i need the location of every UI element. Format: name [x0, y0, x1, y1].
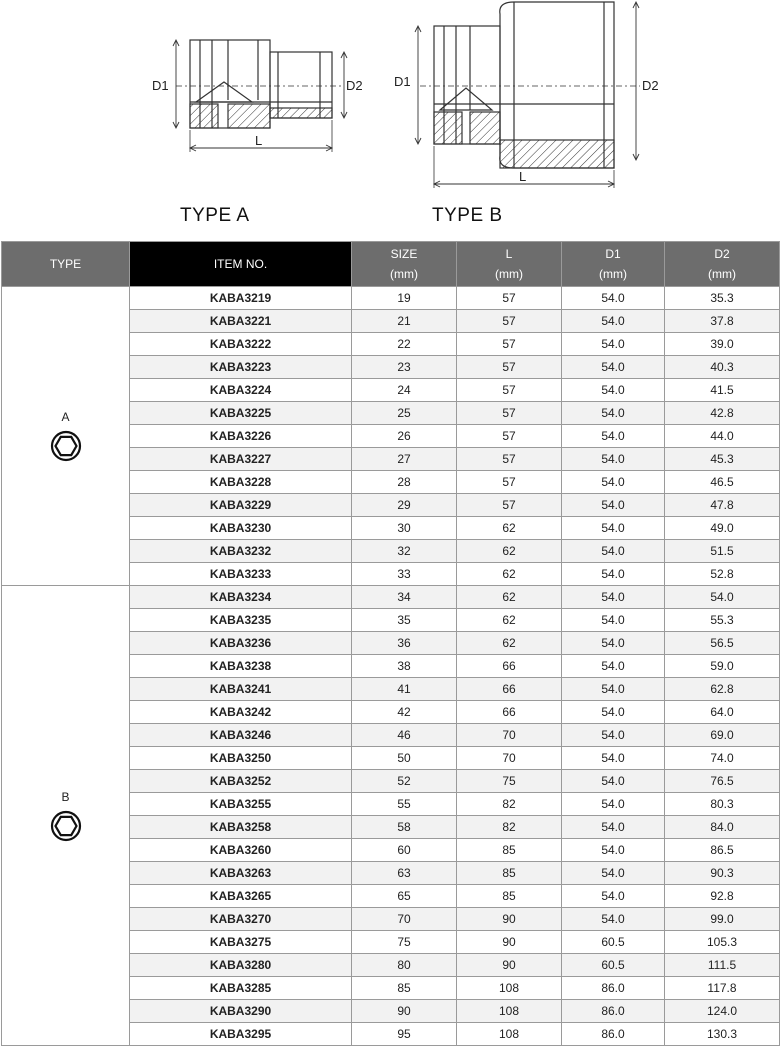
cell-d2: 49.0 — [665, 517, 780, 540]
cell-d2: 45.3 — [665, 448, 780, 471]
cell-l: 108 — [457, 1000, 562, 1023]
cell-d2: 59.0 — [665, 655, 780, 678]
type-a-l-label: L — [255, 133, 263, 148]
cell-d1: 54.0 — [562, 747, 665, 770]
cell-d2: 55.3 — [665, 609, 780, 632]
cell-item-no: KABA3235 — [130, 609, 352, 632]
cell-l: 62 — [457, 540, 562, 563]
cell-d2: 52.8 — [665, 563, 780, 586]
cell-size: 80 — [352, 954, 457, 977]
cell-item-no: KABA3255 — [130, 793, 352, 816]
specification-table — [1, 241, 780, 1046]
type-label: A — [61, 410, 70, 424]
cell-l: 85 — [457, 885, 562, 908]
cell-l: 57 — [457, 425, 562, 448]
header-l: L (mm) — [457, 242, 562, 287]
cell-d2: 51.5 — [665, 540, 780, 563]
cell-l: 62 — [457, 563, 562, 586]
cell-item-no: KABA3242 — [130, 701, 352, 724]
cell-item-no: KABA3265 — [130, 885, 352, 908]
cell-l: 57 — [457, 402, 562, 425]
hexagon-icon — [50, 430, 82, 462]
cell-d1: 54.0 — [562, 701, 665, 724]
cell-l: 57 — [457, 356, 562, 379]
cell-d2: 47.8 — [665, 494, 780, 517]
cell-d2: 86.5 — [665, 839, 780, 862]
cell-d1: 54.0 — [562, 839, 665, 862]
type-label: B — [61, 789, 70, 804]
cell-size: 90 — [352, 1000, 457, 1023]
cell-item-no: KABA3219 — [130, 287, 352, 310]
cell-d1: 54.0 — [562, 563, 665, 586]
cell-d1: 54.0 — [562, 333, 665, 356]
header-d2: D2 (mm) — [665, 242, 780, 287]
cell-size: 95 — [352, 1023, 457, 1046]
cell-l: 57 — [457, 471, 562, 494]
cell-l: 57 — [457, 448, 562, 471]
cell-l: 62 — [457, 517, 562, 540]
cell-item-no: KABA3238 — [130, 655, 352, 678]
cell-size: 52 — [352, 770, 457, 793]
type-cell-b — [2, 586, 130, 1046]
cell-size: 42 — [352, 701, 457, 724]
header-type: TYPE — [2, 242, 130, 287]
header-d1: D1 (mm) — [562, 242, 665, 287]
cell-d1: 54.0 — [562, 724, 665, 747]
cell-item-no: KABA3229 — [130, 494, 352, 517]
cell-item-no: KABA3290 — [130, 1000, 352, 1023]
cell-size: 23 — [352, 356, 457, 379]
cell-l: 66 — [457, 655, 562, 678]
table-header-row — [2, 242, 780, 287]
cell-size: 27 — [352, 448, 457, 471]
cell-d2: 40.3 — [665, 356, 780, 379]
cell-size: 32 — [352, 540, 457, 563]
cell-item-no: KABA3236 — [130, 632, 352, 655]
cell-size: 22 — [352, 333, 457, 356]
cell-size: 38 — [352, 655, 457, 678]
cell-l: 108 — [457, 1023, 562, 1046]
cell-d2: 111.5 — [665, 954, 780, 977]
cell-l: 57 — [457, 379, 562, 402]
type-a-d1-label: D1 — [152, 78, 169, 93]
cell-item-no: KABA3233 — [130, 563, 352, 586]
socket-diagrams — [0, 0, 780, 240]
header-size: SIZE (mm) — [352, 242, 457, 287]
cell-d1: 54.0 — [562, 908, 665, 931]
cell-d1: 54.0 — [562, 379, 665, 402]
cell-l: 66 — [457, 678, 562, 701]
cell-l: 82 — [457, 793, 562, 816]
cell-l: 62 — [457, 609, 562, 632]
cell-item-no: KABA3230 — [130, 517, 352, 540]
cell-d2: 74.0 — [665, 747, 780, 770]
type-b-drawing — [415, 2, 640, 188]
cell-d1: 54.0 — [562, 609, 665, 632]
cell-size: 55 — [352, 793, 457, 816]
cell-d2: 41.5 — [665, 379, 780, 402]
cell-size: 33 — [352, 563, 457, 586]
cell-d1: 54.0 — [562, 770, 665, 793]
cell-l: 85 — [457, 839, 562, 862]
cell-l: 82 — [457, 816, 562, 839]
cell-d1: 54.0 — [562, 862, 665, 885]
cell-d2: 69.0 — [665, 724, 780, 747]
cell-d1: 54.0 — [562, 471, 665, 494]
cell-item-no: KABA3241 — [130, 678, 352, 701]
cell-item-no: KABA3285 — [130, 977, 352, 1000]
cell-size: 50 — [352, 747, 457, 770]
cell-d2: 99.0 — [665, 908, 780, 931]
cell-item-no: KABA3250 — [130, 747, 352, 770]
cell-d1: 54.0 — [562, 494, 665, 517]
cell-d2: 54.0 — [665, 586, 780, 609]
type-a-d2-label: D2 — [346, 78, 363, 93]
cell-l: 62 — [457, 632, 562, 655]
cell-d1: 54.0 — [562, 793, 665, 816]
cell-d2: 76.5 — [665, 770, 780, 793]
cell-size: 35 — [352, 609, 457, 632]
cell-item-no: KABA3252 — [130, 770, 352, 793]
cell-d1: 54.0 — [562, 425, 665, 448]
cell-item-no: KABA3246 — [130, 724, 352, 747]
table-row — [2, 586, 780, 609]
cell-d2: 80.3 — [665, 793, 780, 816]
cell-d1: 86.0 — [562, 1023, 665, 1046]
cell-l: 90 — [457, 954, 562, 977]
header-item-no: ITEM NO. — [130, 242, 352, 287]
cell-size: 19 — [352, 287, 457, 310]
cell-d2: 46.5 — [665, 471, 780, 494]
cell-size: 26 — [352, 425, 457, 448]
cell-d1: 86.0 — [562, 977, 665, 1000]
cell-d2: 124.0 — [665, 1000, 780, 1023]
cell-item-no: KABA3227 — [130, 448, 352, 471]
cell-d1: 54.0 — [562, 402, 665, 425]
cell-item-no: KABA3280 — [130, 954, 352, 977]
cell-l: 70 — [457, 747, 562, 770]
cell-d1: 54.0 — [562, 540, 665, 563]
cell-size: 29 — [352, 494, 457, 517]
cell-size: 41 — [352, 678, 457, 701]
cell-size: 85 — [352, 977, 457, 1000]
cell-d1: 54.0 — [562, 678, 665, 701]
type-b-l-label: L — [519, 169, 527, 184]
cell-l: 57 — [457, 333, 562, 356]
cell-item-no: KABA3260 — [130, 839, 352, 862]
cell-item-no: KABA3232 — [130, 540, 352, 563]
cell-item-no: KABA3225 — [130, 402, 352, 425]
cell-l: 57 — [457, 494, 562, 517]
cell-d1: 60.5 — [562, 954, 665, 977]
cell-size: 24 — [352, 379, 457, 402]
cell-l: 75 — [457, 770, 562, 793]
type-cell-a — [2, 287, 130, 586]
cell-d1: 54.0 — [562, 356, 665, 379]
cell-d1: 54.0 — [562, 816, 665, 839]
cell-d2: 62.8 — [665, 678, 780, 701]
cell-size: 21 — [352, 310, 457, 333]
cell-size: 25 — [352, 402, 457, 425]
cell-item-no: KABA3226 — [130, 425, 352, 448]
cell-d2: 42.8 — [665, 402, 780, 425]
cell-l: 90 — [457, 908, 562, 931]
cell-l: 66 — [457, 701, 562, 724]
cell-item-no: KABA3270 — [130, 908, 352, 931]
cell-d2: 64.0 — [665, 701, 780, 724]
cell-l: 108 — [457, 977, 562, 1000]
cell-item-no: KABA3258 — [130, 816, 352, 839]
cell-size: 28 — [352, 471, 457, 494]
cell-d2: 130.3 — [665, 1023, 780, 1046]
cell-size: 65 — [352, 885, 457, 908]
cell-d1: 54.0 — [562, 586, 665, 609]
cell-d1: 54.0 — [562, 287, 665, 310]
cell-d1: 54.0 — [562, 517, 665, 540]
hexagon-icon — [50, 810, 82, 842]
cell-size: 58 — [352, 816, 457, 839]
cell-l: 70 — [457, 724, 562, 747]
cell-l: 85 — [457, 862, 562, 885]
cell-d1: 60.5 — [562, 931, 665, 954]
type-b-d1-label: D1 — [394, 74, 411, 89]
cell-d2: 56.5 — [665, 632, 780, 655]
cell-size: 60 — [352, 839, 457, 862]
cell-size: 63 — [352, 862, 457, 885]
cell-d2: 44.0 — [665, 425, 780, 448]
cell-d2: 35.3 — [665, 287, 780, 310]
cell-item-no: KABA3228 — [130, 471, 352, 494]
cell-d2: 92.8 — [665, 885, 780, 908]
cell-d1: 54.0 — [562, 655, 665, 678]
cell-l: 62 — [457, 586, 562, 609]
cell-size: 36 — [352, 632, 457, 655]
cell-d2: 105.3 — [665, 931, 780, 954]
cell-size: 70 — [352, 908, 457, 931]
cell-item-no: KABA3222 — [130, 333, 352, 356]
type-b-d2-label: D2 — [642, 78, 659, 93]
table-row — [2, 287, 780, 310]
cell-d1: 54.0 — [562, 632, 665, 655]
cell-item-no: KABA3223 — [130, 356, 352, 379]
cell-item-no: KABA3263 — [130, 862, 352, 885]
cell-d1: 54.0 — [562, 310, 665, 333]
cell-item-no: KABA3295 — [130, 1023, 352, 1046]
cell-d2: 84.0 — [665, 816, 780, 839]
cell-size: 34 — [352, 586, 457, 609]
cell-size: 30 — [352, 517, 457, 540]
cell-d2: 37.8 — [665, 310, 780, 333]
type-a-caption: TYPE A — [180, 205, 250, 226]
cell-size: 75 — [352, 931, 457, 954]
type-b-caption: TYPE B — [432, 205, 503, 226]
cell-l: 57 — [457, 310, 562, 333]
cell-d2: 117.8 — [665, 977, 780, 1000]
cell-item-no: KABA3221 — [130, 310, 352, 333]
cell-d2: 90.3 — [665, 862, 780, 885]
cell-d1: 54.0 — [562, 885, 665, 908]
cell-d1: 54.0 — [562, 448, 665, 471]
cell-l: 57 — [457, 287, 562, 310]
cell-l: 90 — [457, 931, 562, 954]
cell-d1: 86.0 — [562, 1000, 665, 1023]
cell-d2: 39.0 — [665, 333, 780, 356]
cell-size: 46 — [352, 724, 457, 747]
table-body — [2, 287, 780, 1046]
cell-item-no: KABA3234 — [130, 586, 352, 609]
cell-item-no: KABA3275 — [130, 931, 352, 954]
cell-item-no: KABA3224 — [130, 379, 352, 402]
